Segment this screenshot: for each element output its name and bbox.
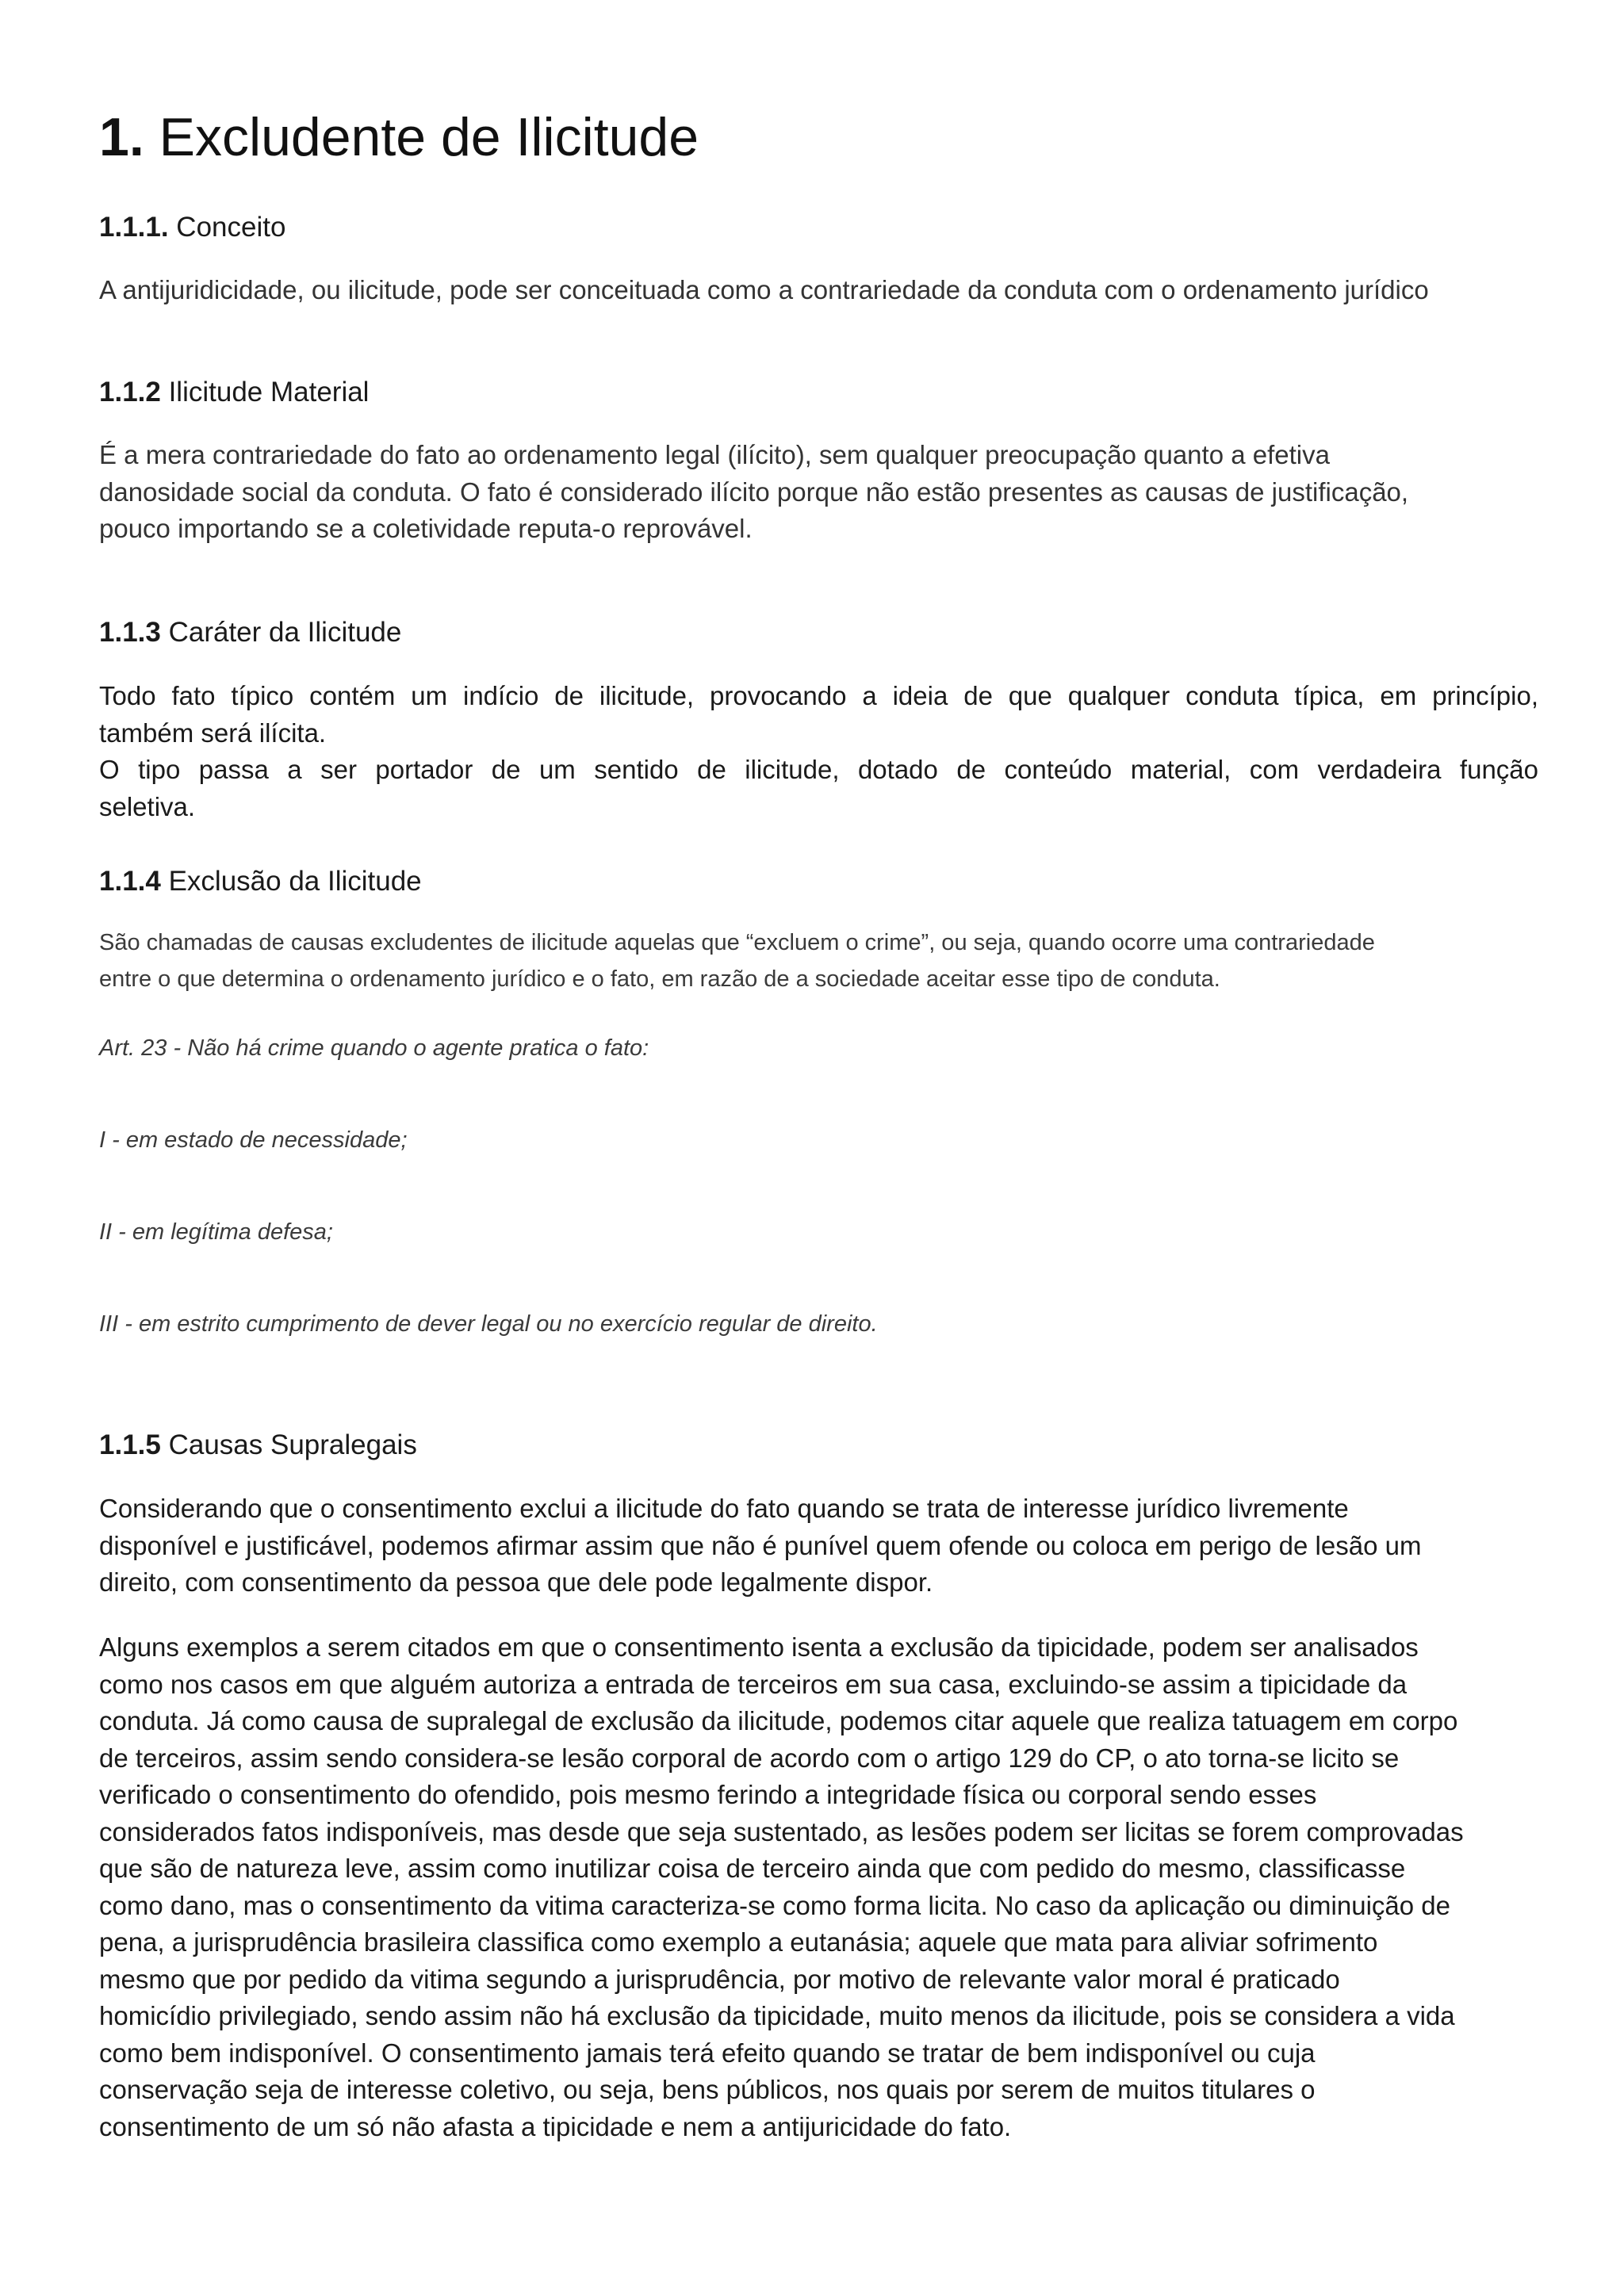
section-heading-exclusao-ilicitude	[99, 863, 1538, 900]
text-line: conduta. Já como causa de supralegal de exclusão da ilicitude, podemos citar aquele que realiza tatuagem em corpo	[99, 1706, 1458, 1735]
paragraph-supralegais-2	[99, 1629, 1538, 2145]
paragraph-conceito	[99, 272, 1538, 309]
text-line: Todo fato típico contém um indício de ilicitude, provocando a ideia de que qualquer conduta típica, em princípio,	[99, 681, 1538, 710]
section-number: 1.1.1.	[99, 212, 169, 243]
text-line: consentimento de um só não afasta a tipicidade e nem a antijuricidade do fato.	[99, 2111, 1012, 2141]
text-line: mesmo que por pedido da vitima segundo a jurisprudência, por motivo de relevante valor moral é praticado	[99, 1964, 1340, 1994]
paragraph-carater-ilicitude	[99, 678, 1538, 825]
text-line: Considerando que o consentimento exclui a ilicitude do fato quando se trata de interesse jurídico livremente	[99, 1494, 1349, 1523]
section-heading-carater-ilicitude	[99, 614, 1538, 651]
text-line: considerados fatos indisponíveis, mas desde que seja sustentado, as lesões podem ser licitas se forem comprovadas	[99, 1816, 1464, 1846]
text-line: São chamadas de causas excludentes de ilicitude aquelas que “excluem o crime”, ou seja, quando ocorre uma contrariedade	[99, 930, 1375, 955]
text-line: seletiva.	[99, 791, 196, 821]
text-line: pouco importando se a coletividade reputa-o reprovável.	[99, 514, 753, 543]
text-line: como nos casos em que alguém autoriza a entrada de terceiros em sua casa, excluindo-se assim a tipicidade da	[99, 1669, 1408, 1699]
text-line: Alguns exemplos a serem citados em que o consentimento isenta a exclusão da tipicidade, podem ser analisados	[99, 1632, 1419, 1662]
paragraph-ilicitude-material	[99, 437, 1538, 548]
text-line: verificado o consentimento do ofendido, pois mesmo ferindo a integridade física ou corporal sendo esses	[99, 1780, 1317, 1809]
section-heading-conceito	[99, 209, 1538, 246]
section-number: 1.1.4	[99, 866, 161, 897]
section-name: Causas Supralegais	[160, 1429, 417, 1460]
text-line: como bem indisponível. O consentimento jamais terá efeito quando se tratar de bem indisponível ou cuja	[99, 2038, 1316, 2068]
title-number: 1.	[99, 107, 144, 167]
text-line: pena, a jurisprudência brasileira classifica como exemplo a eutanásia; aquele que mata para aliviar sofrimento	[99, 1927, 1378, 1957]
section-name: Conceito	[168, 212, 286, 243]
text-line: A antijuridicidade, ou ilicitude, pode ser conceituada como a contrariedade da conduta com o ordenamento jurídico	[99, 275, 1429, 304]
law-article-23: Art. 23 - Não há crime quando o agente pratica o fato:	[99, 1035, 649, 1061]
section-number: 1.1.3	[99, 617, 161, 648]
title-text: Excludente de Ilicitude	[144, 107, 699, 167]
text-line: homicídio privilegiado, sendo assim não há exclusão da tipicidade, muito menos da ilicitude, pois se considera a vida	[99, 2001, 1455, 2030]
text-line: também será ilícita.	[99, 718, 327, 748]
text-line: O tipo passa a ser portador de um sentido de ilicitude, dotado de conteúdo material, com verdadeira função	[99, 755, 1538, 784]
text-line: entre o que determina o ordenamento jurídico e o fato, em razão de a sociedade aceitar esse tipo de conduta.	[99, 966, 1220, 992]
text-line: direito, com consentimento da pessoa que dele pode legalmente dispor.	[99, 1567, 933, 1597]
text-line: É a mera contrariedade do fato ao ordenamento legal (ilícito), sem qualquer preocupação quanto a efetiva	[99, 440, 1330, 469]
text-line: que são de natureza leve, assim como inutilizar coisa de terceiro ainda que com pedido do mesmo, classificasse	[99, 1854, 1406, 1883]
text-line: como dano, mas o consentimento da vitima caracteriza-se como forma licita. No caso da aplicação ou diminuição de	[99, 1890, 1450, 1920]
law-item-ii: II - em legítima defesa;	[99, 1219, 333, 1245]
paragraph-exclusao-ilicitude	[99, 924, 1538, 997]
text-line: de terceiros, assim sendo considera-se lesão corporal de acordo com o artigo 129 do CP, o ato torna-se licito se	[99, 1743, 1400, 1773]
page-title	[99, 101, 1538, 173]
section-heading-ilicitude-material	[99, 374, 1538, 411]
section-name: Ilicitude Material	[160, 377, 370, 408]
law-item-i: I - em estado de necessidade;	[99, 1127, 408, 1153]
section-heading-causas-supralegais	[99, 1427, 1538, 1464]
text-line: danosidade social da conduta. O fato é considerado ilícito porque não estão presentes as causas de justificação,	[99, 476, 1409, 507]
section-number: 1.1.5	[99, 1429, 161, 1460]
section-number: 1.1.2	[99, 377, 161, 408]
paragraph-supralegais-1	[99, 1490, 1538, 1601]
law-item-iii: III - em estrito cumprimento de dever legal ou no exercício regular de direito.	[99, 1311, 878, 1337]
text-line: disponível e justificável, podemos afirmar assim que não é punível quem ofende ou coloca em perigo de lesão um	[99, 1530, 1422, 1560]
section-name: Caráter da Ilicitude	[160, 617, 402, 648]
text-line: conservação seja de interesse coletivo, ou seja, bens públicos, nos quais por serem de muitos titulares o	[99, 2075, 1316, 2104]
section-name: Exclusão da Ilicitude	[160, 866, 422, 897]
